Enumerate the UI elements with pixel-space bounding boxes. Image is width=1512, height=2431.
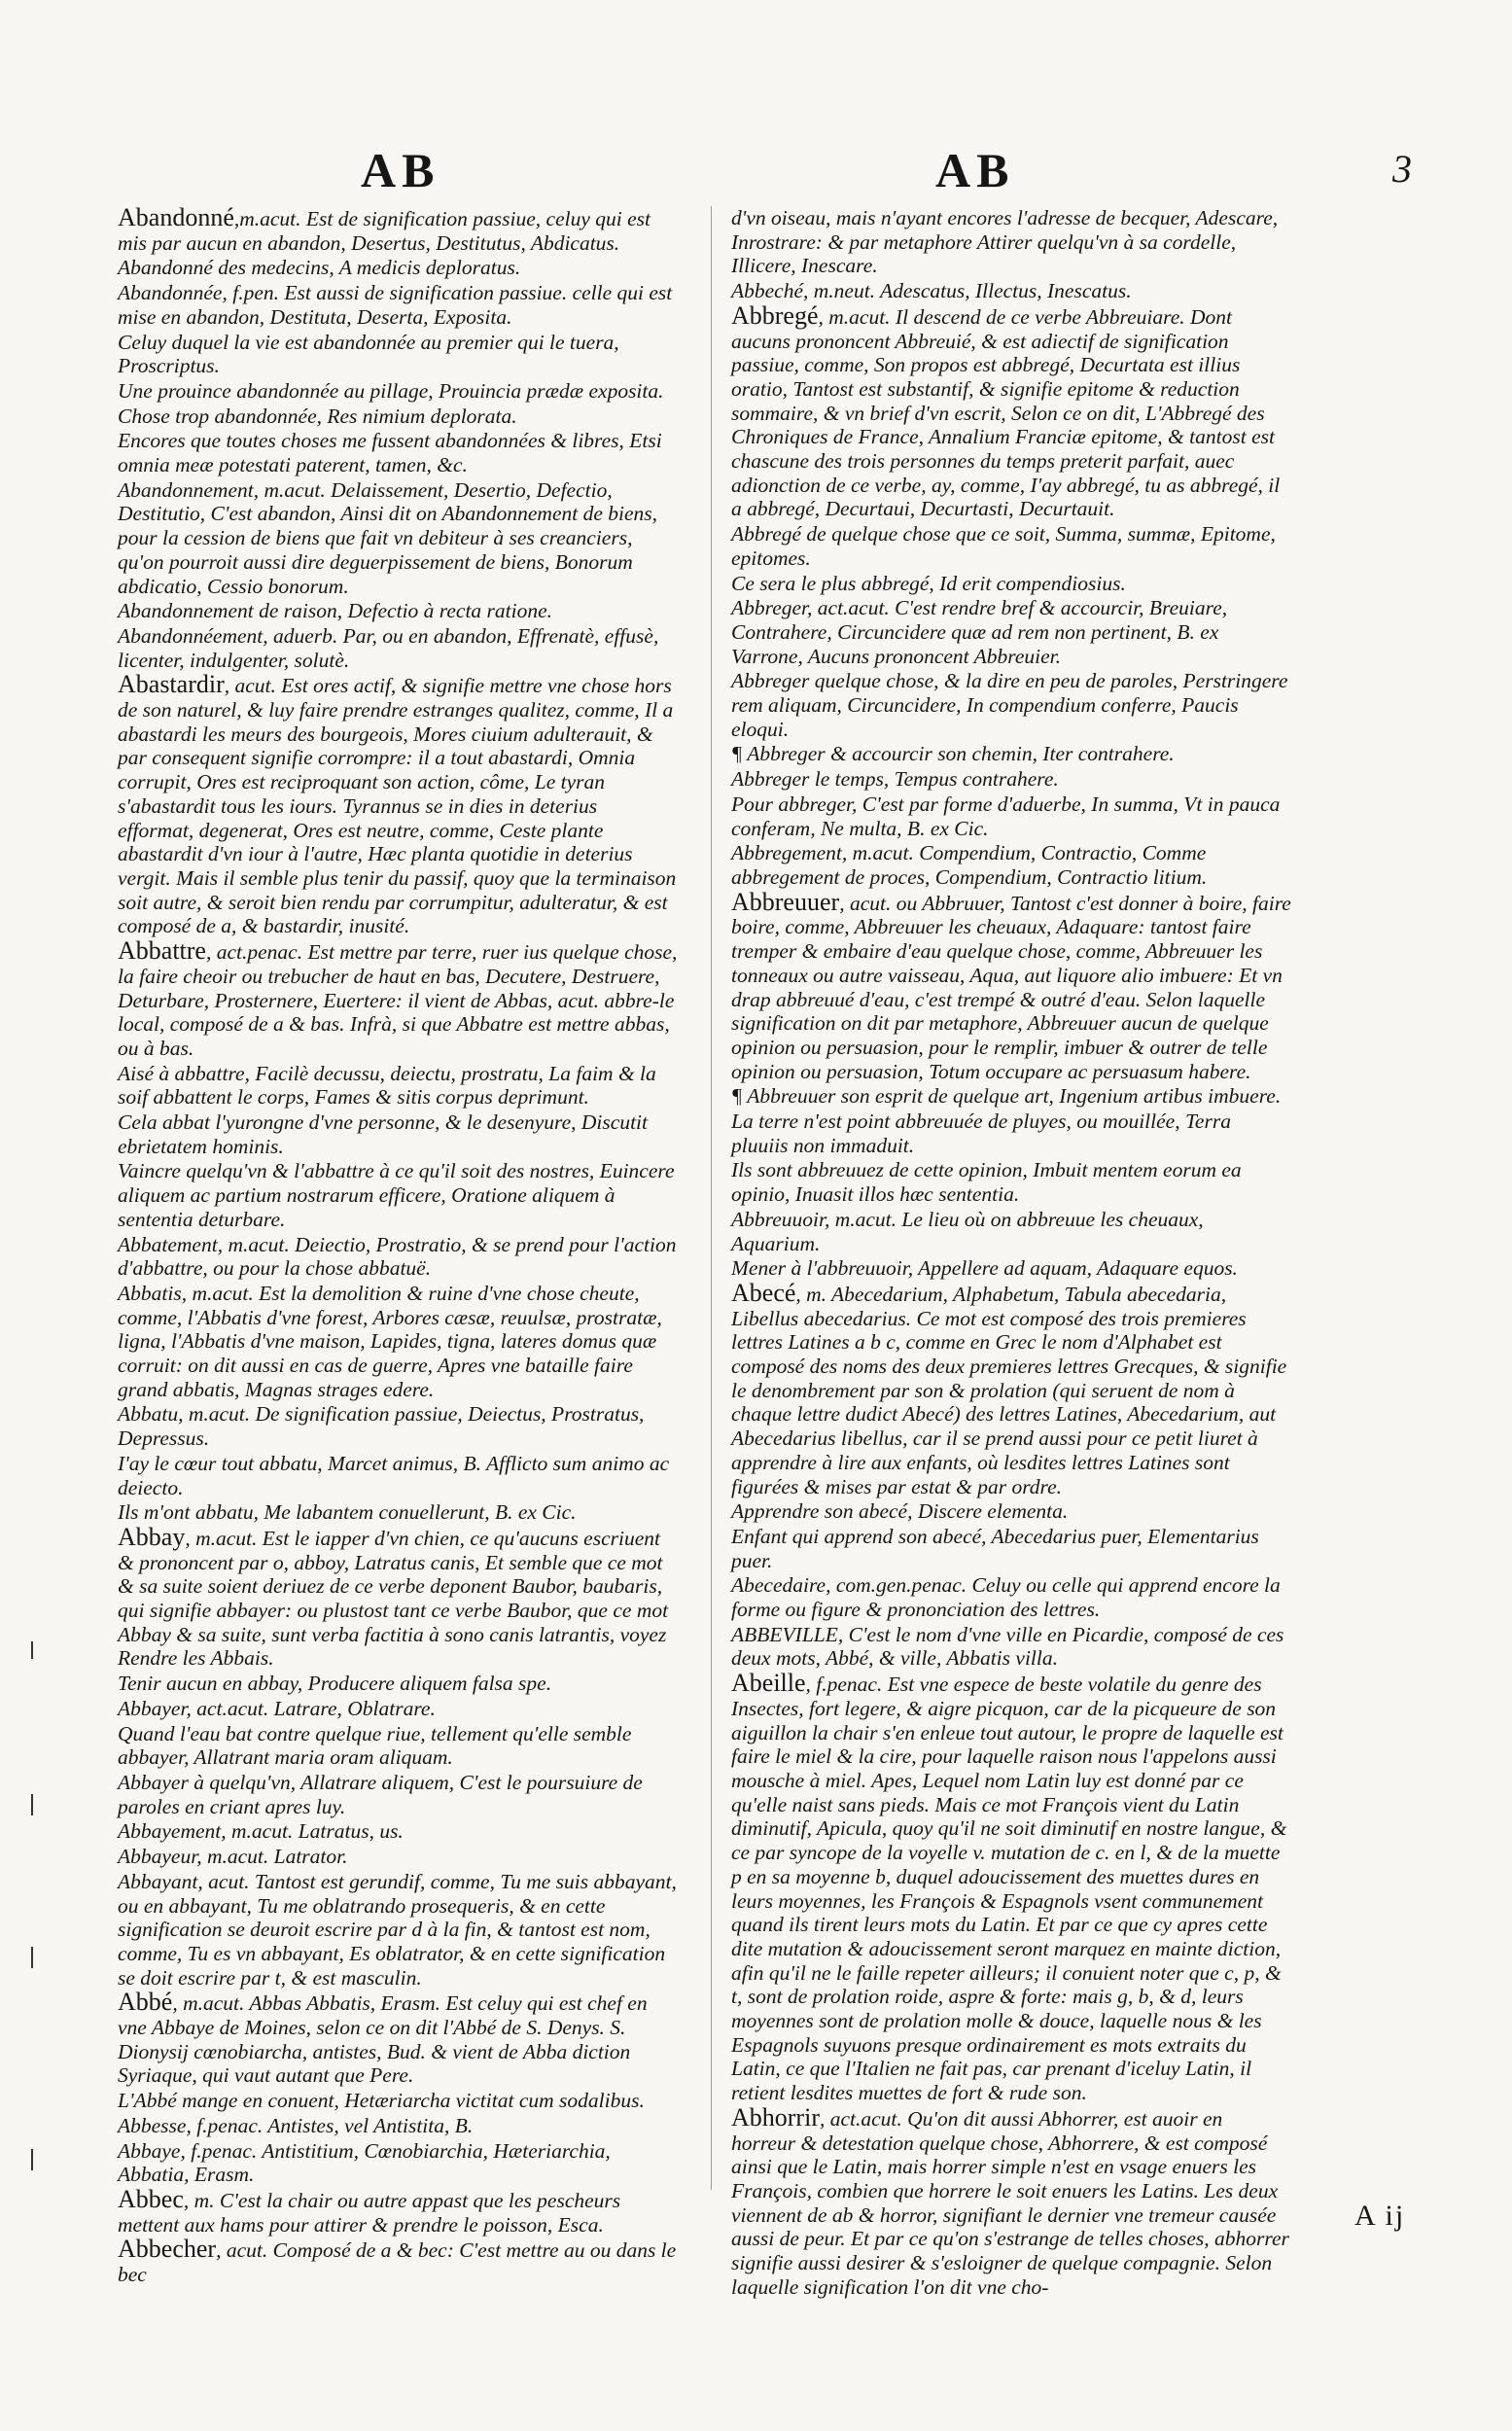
dictionary-entry	[118, 599, 678, 623]
entry-text: Abbatement, m.acut. Deiectio, Prostratio, & se prend pour l'action d'abbattre, ou pour la chose abbatuë.	[118, 1232, 677, 1281]
dictionary-entry	[731, 2102, 1291, 2300]
dictionary-entry	[118, 1870, 678, 1991]
entry-text: Abbaye, f.penac. Antistitium, Cœnobiarchia, Hæteriarchia, Abbatia, Erasm.	[118, 2138, 611, 2187]
dictionary-entry	[118, 331, 678, 378]
entry-text: Ils sont abbreuuez de cette opinion, Imbuit mentem eorum ea opinio, Inuasit illos hæc sententia.	[731, 1158, 1242, 1207]
dictionary-entry	[731, 1573, 1291, 1621]
dictionary-entry	[118, 624, 678, 672]
dictionary-entry	[731, 793, 1291, 840]
entry-text: Abbregé de quelque chose que ce soit, Summa, summæ, Epitome, epitomes.	[731, 522, 1276, 570]
dictionary-entry	[731, 1084, 1291, 1109]
entry-headword: Abbay	[118, 1522, 186, 1551]
dictionary-entry	[118, 1110, 678, 1158]
dictionary-entry	[118, 1988, 678, 2088]
dictionary-entry	[118, 379, 678, 404]
dictionary-entry	[118, 2139, 678, 2187]
margin-mark	[31, 1641, 33, 1659]
entry-text: , m.acut. Il descend de ce verbe Abbreuiare. Dont aucuns prononcent Abbreuié, & est adiectif de signification passiue, comme, Son propos est abbregé, Decurtata est illius oratio, Tantost est substantif, & signifie epitome & reduction sommaire, & vn brief d'vn escrit, Selon ce on dit, L'Abbregé des Chroniques de France, Annalium Franciæ epitome, & tantost est chascune des trois personnes du temps preterit parfait, auec adionction de ce verbe, ay, comme, I'ay abbregé, tu as abbregé, il a abbregé, Decurtaui, Decurtasti, Decurtauit.	[731, 304, 1281, 521]
dictionary-entry	[118, 1500, 678, 1525]
entry-text: Abandonnéement, aduerb. Par, ou en abandon, Effrenatè, effusè, licenter, indulgenter, solutè.	[118, 623, 659, 672]
entry-text: , acut. ou Abbruuer, Tantost c'est donner à boire, faire boire, comme, Abbreuuer les cheuaux, Adaquare: tantost faire tremper & embaire d'eau quelque chose, comme, Abbreuuer les tonneaux ou autre vaisseau, Aqua, aut liquore alio imbuere: Et vn drap abbreuué d'eau, c'est trempé & outré d'eau. Selon laquelle signification on dit par metaphore, Abbreuuer aucun de quelque opinion ou persuasion, pour le remplir, imbuer & outrer de telle opinion ou persuasion, Totum occupare ac persuasum habere.	[731, 891, 1291, 1083]
entry-headword: Abbé	[118, 1988, 173, 2017]
entry-text: Abbreger, act.acut. C'est rendre bref & accourcir, Breuiare, Contrahere, Circuncidere quæ ad rem non pertinent, B. ex Varrone, Aucuns prononcent Abbreuier.	[731, 596, 1228, 668]
entry-headword: Abbecher	[118, 2235, 217, 2264]
entry-text: d'vn oiseau, mais n'ayant encores l'adresse de becquer, Adescare, Inrostrare: & par metaphore Attirer quelqu'vn à sa cordelle, Illicere, Inescare.	[731, 206, 1279, 278]
left-column	[118, 203, 678, 2288]
dictionary-entry	[118, 936, 678, 1061]
dictionary-entry	[731, 767, 1291, 792]
entry-text: Abbeché, m.neut. Adescatus, Illectus, Inescatus.	[731, 279, 1132, 303]
margin-mark	[31, 2149, 33, 2170]
entry-text: Abandonnement, m.acut. Delaissement, Desertio, Defectio, Destitutio, C'est abandon, Ainsi dit on Abandonnement de biens, pour la cession de biens que fait vn debiteur à ses creanciers, qu'on pourroit aussi dire deguerpissement de biens, Bonorum abdicatio, Cessio bonorum.	[118, 477, 658, 598]
entry-text: I'ay le cœur tout abbatu, Marcet animus, B. Afflicto sum animo ac deiecto.	[118, 1451, 670, 1499]
dictionary-entry	[731, 841, 1291, 889]
entry-text: Abbreger le temps, Tempus contrahere.	[731, 767, 1059, 792]
dictionary-entry	[118, 478, 678, 599]
entry-headword: Abeille	[731, 1669, 806, 1698]
entry-text: Ils m'ont abbatu, Me labantem conuellerunt, B. ex Cic.	[118, 1500, 577, 1525]
dictionary-entry	[731, 669, 1291, 741]
dictionary-entry	[731, 522, 1291, 570]
dictionary-entry	[731, 279, 1291, 303]
entry-text: ¶ Abbreger & accourcir son chemin, Iter contrahere.	[731, 742, 1175, 766]
entry-text: Abbesse, f.penac. Antistes, vel Antistita, B.	[118, 2113, 474, 2137]
entry-text: , m.acut. Abbas Abbatis, Erasm. Est celuy qui est chef en vne Abbaye de Moines, selon ce on dit l'Abbé de S. Denys. S. Dionysij cœnobiarcha, antistes, Bud. & vient de Abba diction Syriaque, qui vaut autant que Pere.	[118, 1991, 648, 2088]
dictionary-entry	[118, 2089, 678, 2113]
dictionary-entry	[731, 1158, 1291, 1206]
entry-text: ,m.acut. Est de signification passiue, celuy qui est mis par aucun en abandon, Desertus, Destitutus, Abdicatus.	[118, 207, 651, 255]
margin-mark	[31, 1947, 33, 1968]
signature-mark: A ij	[1354, 2200, 1406, 2232]
entry-text: Abandonnée, f.pen. Est aussi de signification passiue. celle qui est mise en abandon, Destituta, Deserta, Exposita.	[118, 281, 673, 329]
dictionary-entry	[118, 256, 678, 280]
entry-text: Cela abbat l'yurongne d'vne personne, & le desenyure, Discutit ebrietatem hominis.	[118, 1110, 648, 1158]
entry-text: Abbreger quelque chose, & la dire en peu de paroles, Perstringere rem aliquam, Circuncidere, In compendium conferre, Paucis eloqui.	[731, 669, 1288, 741]
entry-text: Abbatu, m.acut. De signification passiue, Deiectus, Prostratus, Depressus.	[118, 1402, 645, 1451]
entry-text: , acut. Est ores actif, & signifie mettre vne chose hors de son naturel, & luy faire prendre estranges qualitez, comme, Il a abastardi les meurs des bourgeois, Mores ciuium adulterauit, & par consequent signifie corrompre: il a tout abastardi, Omnia corrupit, Ores est reciproquant son action, côme, Le tyran s'abastardit tous les iours. Tyrannus se in dies in deterius efformat, degenerat, Ores est neutre, comme, Ceste plante abastardit d'vn iour à l'autre, Hæc planta quotidie in deterius vergit. Mais il semble plus tenir du passif, quoy que la terminaison soit autre, & seroit bien rendu par corrumpitur, adulteratur, & est composé de a, & bastardir, inusité.	[118, 674, 677, 938]
dictionary-entry	[118, 1402, 678, 1450]
entry-text: Abecedaire, com.gen.penac. Celuy ou celle qui apprend encore la forme ou figure & prononciation des lettres.	[731, 1573, 1281, 1622]
entry-headword: Abecé	[731, 1278, 796, 1307]
dictionary-entry	[118, 1282, 678, 1402]
entry-text: , f.penac. Est vne espece de beste volatile du genre des Insectes, fort legere, & aigre picquon, car de la picqueure de son aiguillon la chair s'en enleue tout autour, le propre de laquelle est faire le miel & la cire, pour laquelle raison nous l'appelons aussi mousche à miel. Apes, Lequel nom Latin luy est donné par ce qu'elle naist sans pieds. Mais ce mot François vient du Latin diminutif, Apicula, quoy qu'il ne soit diminutif en nostre langue, & ce par syncope de la voyelle v. mutation de c. en l, & de la muette p en sa moyenne b, duquel adoucissement des muettes dures en leurs moyennes, les François & Espagnols vsent communement quand ils tirent leurs mots du Latin. Et par ce que cy apres cette dite mutation & adoucissement seront marquez en mainte diction, afin qu'il ne le faille repeter ailleurs; il conuient noter que c, p, & t, sont de prolation roide, aspre & forte: mais g, b, & d, leurs moyennes sont de prolation molle & douce, laquelle nous & les Espagnols suyuons presque ordinairement es mots extraits du Latin, ce que l'Italien ne fait pas, car prenant d'iceluy Latin, il retient lesdites muettes de fort & rude son.	[731, 1673, 1287, 2105]
entry-text: Abbayeur, m.acut. Latrator.	[118, 1845, 348, 1869]
entry-text: , m.acut. Est le iapper d'vn chien, ce qu'aucuns escriuent & prononcent par o, abboy, Latratus canis, Et semble que ce mot & sa suite soient deriuez de ce verbe deponent Baubor, baubaris, qui signifie abbayer: ou plustost tant ce verbe Baubor, que ce mot Abbay & sa suite, sunt verba factitia à sono canis latrantis, voyez Rendre les Abbais.	[118, 1526, 669, 1671]
dictionary-entry	[731, 300, 1291, 521]
dictionary-entry	[731, 742, 1291, 766]
entry-text: Abbayer à quelqu'vn, Allatrare aliquem, C'est le poursuiure de paroles en criant apres luy.	[118, 1771, 643, 1818]
dictionary-entry	[731, 596, 1291, 668]
dictionary-entry	[118, 1771, 678, 1818]
column-rule	[711, 206, 712, 2190]
dictionary-entry	[118, 2237, 678, 2286]
entry-text: Vaincre quelqu'vn & l'abbattre à ce qu'il soit des nostres, Euincere aliquem ac partium nostrarum efficere, Oratione aliquem à sententia deturbare.	[118, 1159, 675, 1231]
entry-text: Aisé à abbattre, Facilè decussu, deiectu, prostratu, La faim & la soif abbattent le corps, Fames & sitis corpus deprimunt.	[118, 1061, 656, 1110]
entry-headword: Abbregé	[731, 300, 819, 330]
entry-text: Tenir aucun en abbay, Producere aliquem falsa spe.	[118, 1672, 552, 1696]
dictionary-entry	[118, 1697, 678, 1721]
dictionary-entry	[731, 1278, 1291, 1498]
dictionary-entry	[118, 1722, 678, 1770]
entry-text: ABBEVILLE, C'est le nom d'vne ville en Picardie, composé de ces deux mots, Abbé, & ville, Abbatis villa.	[731, 1622, 1284, 1671]
entry-text: Une prouince abandonnée au pillage, Prouincia prædæ exposita.	[118, 378, 664, 403]
entry-headword: Abandonné	[118, 203, 234, 231]
entry-text: L'Abbé mange en conuent, Hetæriarcha victitat cum sodalibus.	[118, 2089, 645, 2113]
dictionary-entry	[118, 1062, 678, 1110]
dictionary-entry	[731, 572, 1291, 596]
entry-text: , acut. Composé de a & bec: C'est mettre au ou dans le bec	[118, 2238, 677, 2287]
entry-text: Apprendre son abecé, Discere elementa.	[731, 1499, 1069, 1524]
margin-mark	[31, 1794, 33, 1815]
entry-text: Mener à l'abbreuuoir, Appellere ad aquam, Adaquare equos.	[731, 1256, 1238, 1281]
dictionary-entry	[118, 1845, 678, 1869]
entry-text: Encores que toutes choses me fussent abandonnées & libres, Etsi omnia meæ potestati paterent, tamen, &c.	[118, 429, 662, 477]
entry-text: Abbreuuoir, m.acut. Le lieu où on abbreuue les cheuaux, Aquarium.	[731, 1207, 1204, 1255]
entry-text: Abandonnement de raison, Defectio à recta ratione.	[118, 599, 553, 623]
dictionary-entry	[731, 1525, 1291, 1572]
dictionary-entry	[118, 1522, 678, 1671]
dictionary-entry	[118, 405, 678, 429]
entry-text: Ce sera le plus abbregé, Id erit compendiosius.	[731, 571, 1126, 595]
dictionary-entry	[118, 281, 678, 329]
entry-text: Enfant qui apprend son abecé, Abecedarius puer, Elementarius puer.	[731, 1524, 1259, 1572]
entry-text: Abbregement, m.acut. Compendium, Contractio, Comme abbregement de proces, Compendium, Contractio litium.	[731, 841, 1208, 889]
dictionary-entry	[118, 1452, 678, 1499]
entry-headword: Abbattre	[118, 936, 206, 966]
entry-text: Celuy duquel la vie est abandonnée au premier qui le tuera, Proscriptus.	[118, 330, 619, 378]
dictionary-entry	[118, 1233, 678, 1281]
entry-text: La terre n'est point abbreuuée de pluyes, ou mouillée, Terra pluuiis non immaduit.	[731, 1110, 1231, 1157]
running-header-right: AB	[935, 143, 1015, 197]
dictionary-entry	[118, 203, 678, 255]
entry-headword: Abastardir	[118, 670, 225, 699]
dictionary-entry	[118, 1819, 678, 1844]
dictionary-entry	[731, 1208, 1291, 1255]
entry-text: , m. Abecedarium, Alphabetum, Tabula abecedaria, Libellus abecedarius. Ce mot est composé des trois premieres lettres Latines a b c, comme en Grec le nom d'Alphabet est composé des noms des deux premieres lettres Grecques, & signifie le denombrement par son & prolation (qui seruent de nom à chaque lettre dudict Abecé) des lettres Latines, Abecedarium, aut Abecedarius libellus, car il se prend aussi pour ce petit liuret à apprendre à lire aux enfants, où lesdites lettres Latines sont figurées & mises par estat & par ordre.	[731, 1282, 1287, 1498]
entry-text: Pour abbreger, C'est par forme d'aduerbe, In summa, Vt in pauca conferam, Ne multa, B. ex Cic.	[731, 792, 1281, 840]
dictionary-entry	[731, 1110, 1291, 1157]
entry-headword: Abbec	[118, 2184, 184, 2213]
right-column	[731, 206, 1291, 2300]
dictionary-entry	[731, 887, 1291, 1084]
page-number: 3	[1392, 147, 1412, 191]
entry-text: Abbayant, acut. Tantost est gerundif, comme, Tu me suis abbayant, ou en abbayant, Tu me oblatrando prosequeris, & en cette signification se deuroit escrire par d à la fin, & tantost est nom, comme, Tu es vn abbayant, Es oblatrator, & en cette signification se doit escrire par t, & est masculin.	[118, 1869, 677, 1990]
dictionary-entry	[118, 1672, 678, 1696]
entry-text: Abbayer, act.acut. Latrare, Oblatrare.	[118, 1696, 436, 1720]
entry-text: Abbatis, m.acut. Est la demolition & ruine d'vne chose cheute, comme, l'Abbatis d'vne forest, Arbores cæsæ, reuulsæ, prostratæ, ligna, l'Abbatis d'vne maison, Lapides, tigna, lateres domus quæ corruit: on dit aussi en cas de guerre, Apres vne bataille faire grand abbatis, Magnas strages edere.	[118, 1281, 662, 1401]
dictionary-entry	[118, 2114, 678, 2138]
entry-headword: Abbreuuer	[731, 887, 840, 916]
entry-text: Chose trop abandonnée, Res nimium deplorata.	[118, 404, 517, 428]
dictionary-entry	[118, 670, 678, 938]
dictionary-entry	[731, 1669, 1291, 2105]
running-header-left: AB	[361, 143, 440, 197]
dictionary-entry	[118, 1159, 678, 1231]
dictionary-entry	[118, 2184, 678, 2237]
entry-text: , act.acut. Qu'on dit aussi Abhorrer, est auoir en horreur & detestation quelque chose, Abhorrere, & est composé ainsi que le Latin, mais horrer simple n'est en vsage enuers les François, combien que horrere le soit enuers les Latins. Les deux viennent de ab & horror, signifiant le dernier vne tremeur causée aussi de peur. Et par ce qu'on s'estrange de telles choses, abhorrer signifie aussi desirer & s'esloigner de quelque compagnie. Selon laquelle signification l'on dit vne cho-	[731, 2106, 1289, 2299]
entry-text: Abandonné des medecins, A medicis deploratus.	[118, 256, 521, 280]
dictionary-entry	[731, 1499, 1291, 1524]
entry-text: ¶ Abbreuuer son esprit de quelque art, Ingenium artibus imbuere.	[731, 1084, 1282, 1109]
entry-text: Abbayement, m.acut. Latratus, us.	[118, 1819, 404, 1844]
entry-text: , act.penac. Est mettre par terre, ruer ius quelque chose, la faire cheoir ou trebucher de haut en bas, Decutere, Destruere, Deturbare, Prosternere, Euertere: il vient de Abbas, acut. abbre-le local, composé de a & bas. Infrà, si que Abbatre est mettre abbas, ou à bas.	[118, 940, 678, 1060]
entry-text: , m. C'est la chair ou autre appast que les pescheurs mettent aux hams pour attirer & prendre le poisson, Esca.	[118, 2188, 621, 2237]
dictionary-entry	[731, 1256, 1291, 1281]
entry-headword: Abhorrir	[731, 2102, 820, 2132]
dictionary-entry	[118, 429, 678, 476]
dictionary-entry	[731, 206, 1291, 278]
entry-text: Quand l'eau bat contre quelque riue, tellement qu'elle semble abbayer, Allatrant maria oram aliquam.	[118, 1721, 632, 1770]
dictionary-entry	[731, 1623, 1291, 1671]
